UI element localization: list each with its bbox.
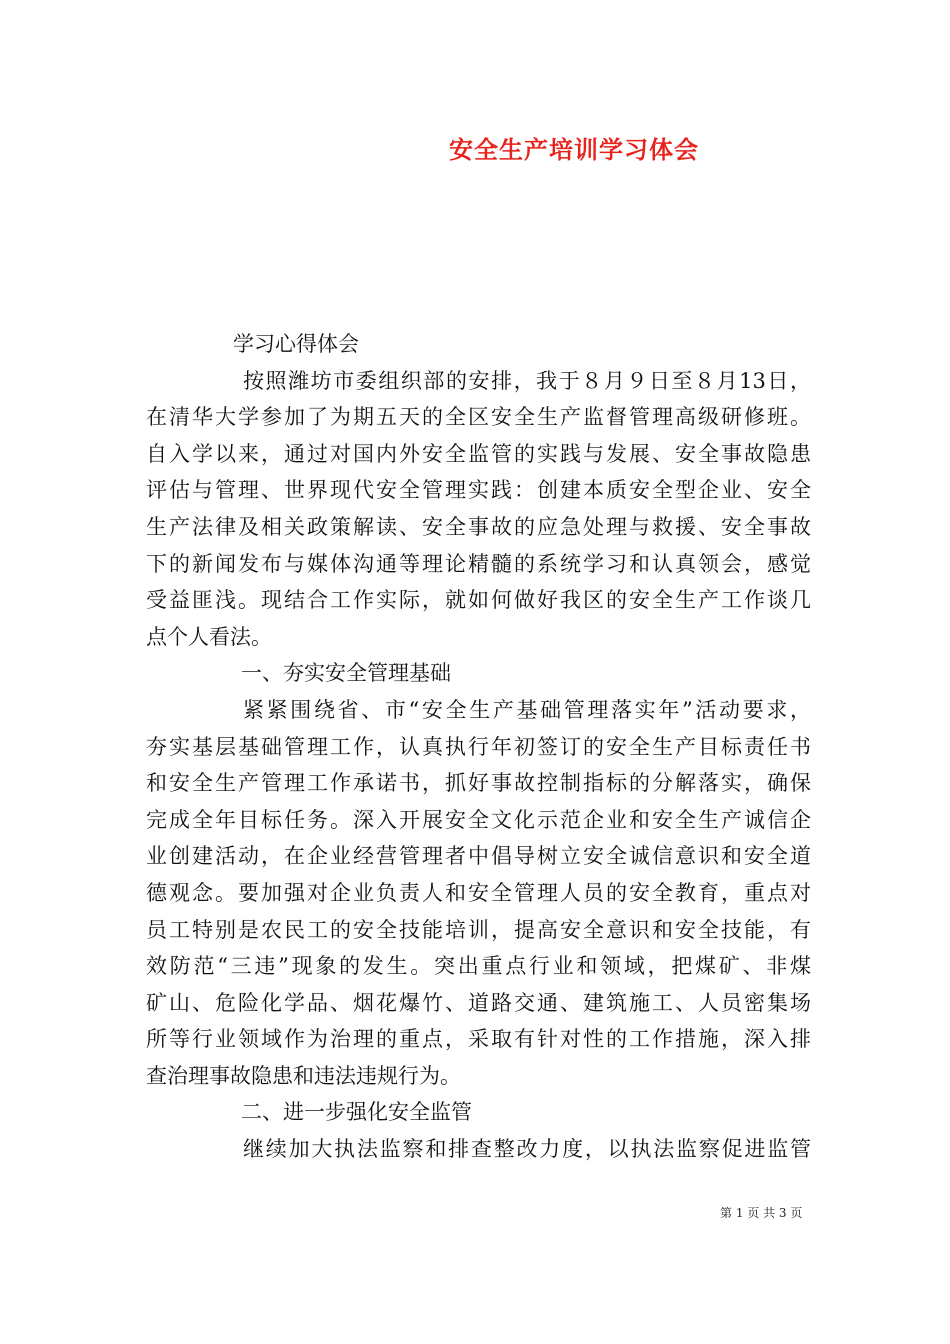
section-heading: 一、夯实安全管理基础: [241, 661, 451, 686]
paragraph-line: 效防范“三违”现象的发生。突出重点行业和领域，把煤矿、非煤: [146, 954, 811, 979]
paragraph-line: 完成全年目标任务。深入开展安全文化示范企业和安全生产诚信企: [146, 807, 811, 832]
paragraph-line: 紧紧围绕省、市“安全生产基础管理落实年”活动要求，: [243, 697, 811, 722]
paragraph-line: 和安全生产管理工作承诺书，抓好事故控制指标的分解落实，确保: [146, 771, 811, 796]
document-title: 安全生产培训学习体会: [449, 135, 699, 164]
paragraph-line: 所等行业领域作为治理的重点，采取有针对性的工作措施，深入排: [146, 1027, 811, 1052]
paragraph-line: 生产法律及相关政策解读、安全事故的应急处理与救援、安全事故: [146, 514, 811, 539]
paragraph-line: 夯实基层基础管理工作，认真执行年初签订的安全生产目标责任书: [146, 734, 811, 759]
paragraph-line: 德观念。要加强对企业负责人和安全管理人员的安全教育，重点对: [146, 880, 811, 905]
paragraph-line: 查治理事故隐患和违法违规行为。: [146, 1063, 461, 1088]
paragraph-line: 评估与管理、世界现代安全管理实践：创建本质安全型企业、安全: [146, 478, 811, 503]
paragraph-line: 按照潍坊市委组织部的安排，我于８月９日至８月13日，: [243, 368, 811, 393]
section-subtitle: 学习心得体会: [233, 332, 359, 356]
paragraph-line: 受益匪浅。现结合工作实际，就如何做好我区的安全生产工作谈几: [146, 588, 811, 613]
paragraph-line: 下的新闻发布与媒体沟通等理论精髓的系统学习和认真领会，感觉: [146, 551, 811, 576]
paragraph-line: 自入学以来，通过对国内外安全监管的实践与发展、安全事故隐患: [146, 441, 811, 466]
paragraph-line: 在清华大学参加了为期五天的全区安全生产监督管理高级研修班。: [146, 405, 811, 430]
paragraph-line: 业创建活动，在企业经营管理者中倡导树立安全诚信意识和安全道: [146, 844, 811, 869]
page-footer: 第 1 页 共 3 页: [720, 1206, 803, 1220]
paragraph-line: 矿山、危险化学品、烟花爆竹、道路交通、建筑施工、人员密集场: [146, 990, 811, 1015]
paragraph-line: 继续加大执法监察和排查整改力度，以执法监察促进监管: [243, 1137, 811, 1162]
paragraph-line: 点个人看法。: [146, 624, 272, 649]
section-heading: 二、进一步强化安全监管: [241, 1100, 472, 1125]
document-body: [146, 326, 811, 1168]
paragraph-line: 员工特别是农民工的安全技能培训，提高安全意识和安全技能，有: [146, 917, 811, 942]
